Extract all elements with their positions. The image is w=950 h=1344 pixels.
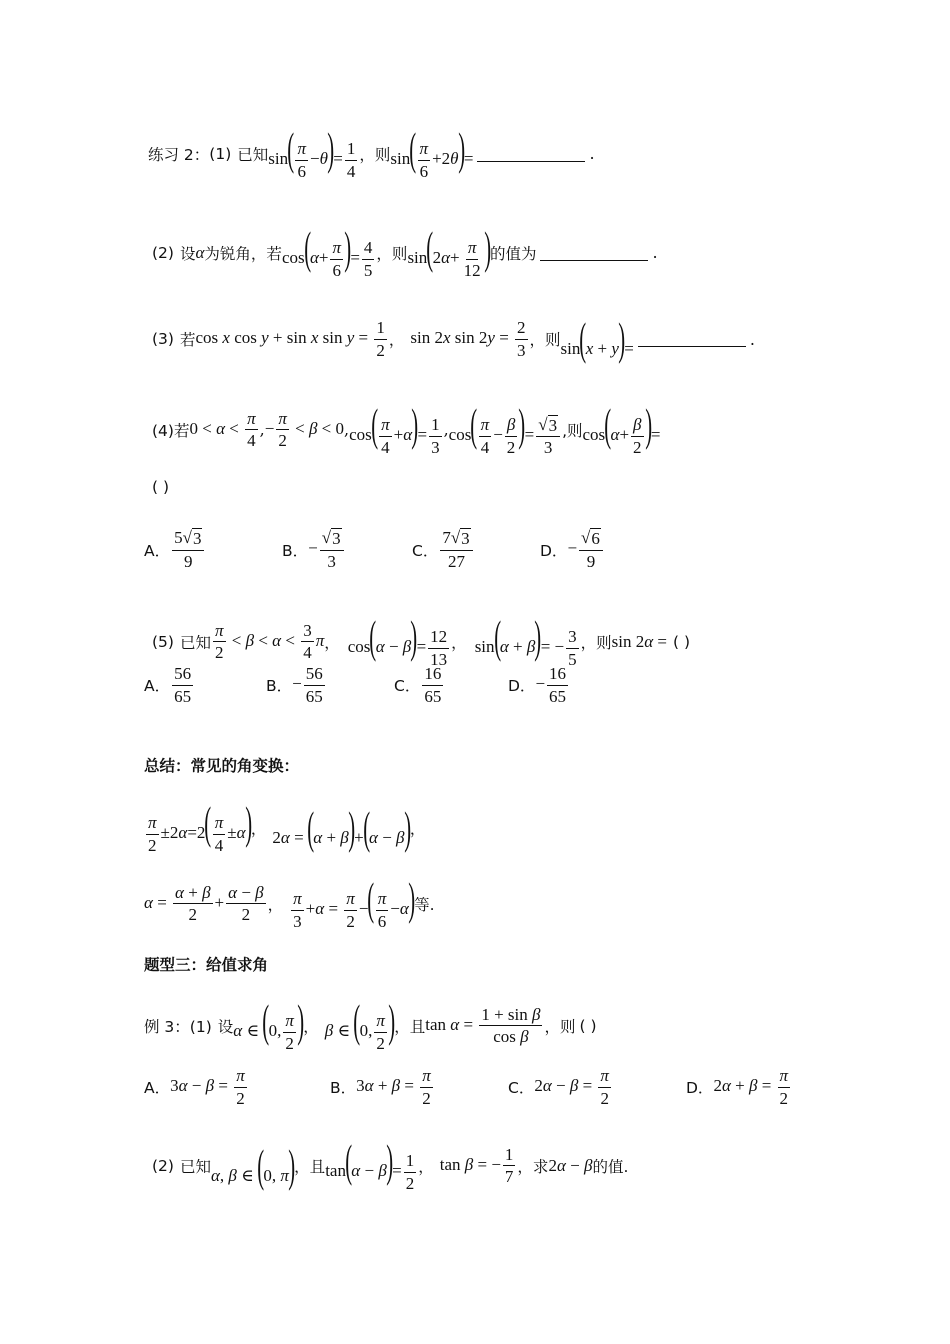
ex3-option-d: D． 2α + β = $\frac{\pi}{2}$ [686, 1066, 789, 1108]
practice2-q2: (2) 设 α 为锐角，若 cos(α+ $\frac{\pi}{6}$ )= $\frac{4}{5}$ ，则 sin(2α+ $\frac{\pi}{12}$ ) 的值为 . [152, 222, 658, 280]
q4-option-a: A． 5√ 3 9 [144, 528, 206, 571]
q5-option-d: D． − $\frac{16}{65}$ [508, 664, 567, 706]
answer-blank [477, 160, 585, 162]
answer-blank [638, 345, 746, 347]
example3-q1: 例 3：(1) 设 α ∈ (0, $\frac{\pi}{2}$ ) ， β ∈ (0, $\frac{\pi}{2}$ ) ，且 tan α = $\frac{\text{1 + sin β}}{\text{cos β}}$ ，则 ( ) [144, 995, 597, 1053]
choice-paren: ( ) [152, 478, 170, 496]
q4-option-d: D． − √ 6 9 [540, 528, 605, 571]
summary-line-1: $\frac{\pi}{2}$ ±2α=2( $\frac{\pi}{4}$ ±α) ， 2α = (α + β)+(α − β) ， [148, 797, 426, 855]
practice2-q5: (5) 已知 $\frac{\pi}{2}$ < β < α < $\frac{3}{4}$ π ， cos(α − β)= $\frac{12}{13}$ ， sin(α + β)= − $\frac{3}{5}$ ，则 sin 2α = ( ) [152, 611, 691, 669]
q5-option-a: A． $\frac{56}{65}$ [144, 664, 192, 706]
q5-option-c: C． $\frac{16}{65}$ [394, 664, 442, 706]
q4-option-c: C． 7√ 3 27 [412, 528, 475, 571]
example3-q2: (2) 已知 α, β ∈ (0, π) ，且 tan(α − β)= $\frac{1}{2}$ ， tan β = − $\frac{1}{7}$ ，求 2α − β 的值. [152, 1135, 629, 1193]
practice2-label: 练习 2： [148, 145, 210, 164]
practice2-q3: (3) 若 cos x cos y + sin x sin y = $\frac{1}{2}$ ， sin 2x sin 2y = $\frac{2}{3}$ ，则 sin(x + y)= . [152, 313, 755, 364]
summary-line-2: α = $\frac{\alpha + \beta}{2}$ + $\frac{\alpha - \beta}{2}$ ， $\frac{\pi}{3}$ +α = $\frac{\pi}{2}$ −( $\frac{\pi}{6}$ −α) 等. [144, 873, 435, 931]
type3-title: 题型三：给值求角 [144, 956, 269, 974]
q5-option-b: B． − $\frac{56}{65}$ [266, 664, 323, 706]
practice2-q1: 练习 2： (1) 已知 sin( $\frac{\pi}{6}$ −θ)= $\frac{1}{4}$ ，则 sin( $\frac{\pi}{6}$ +2θ)= . [148, 123, 595, 181]
ex3-option-b: B． 3α + β = $\frac{\pi}{2}$ [330, 1066, 431, 1108]
ex3-option-a: A． 3α − β = $\frac{\pi}{2}$ [144, 1066, 245, 1108]
answer-blank [540, 259, 648, 261]
ex3-option-c: C． 2α − β = $\frac{\pi}{2}$ [508, 1066, 609, 1108]
practice2-q4: (4)若 0 < α < $\frac{\pi}{4}$ , − $\frac{\pi}{2}$ < β < 0 , cos( $\frac{\pi}{4}$ +α)= $\frac{1}{3}$ , cos( $\frac{\pi}{4}$ − $\frac{\beta}{2}$ )= √ 3 3 ,则 cos(α+ $\frac{\beta}{2}$ )= [152, 399, 661, 458]
summary-title: 总结：常见的角变换： [144, 757, 300, 775]
formula: sin( $\frac{\pi}{6}$ −θ)= $\frac{1}{4}$ [268, 123, 356, 181]
q4-option-b: B． − √ 3 3 [282, 528, 346, 571]
